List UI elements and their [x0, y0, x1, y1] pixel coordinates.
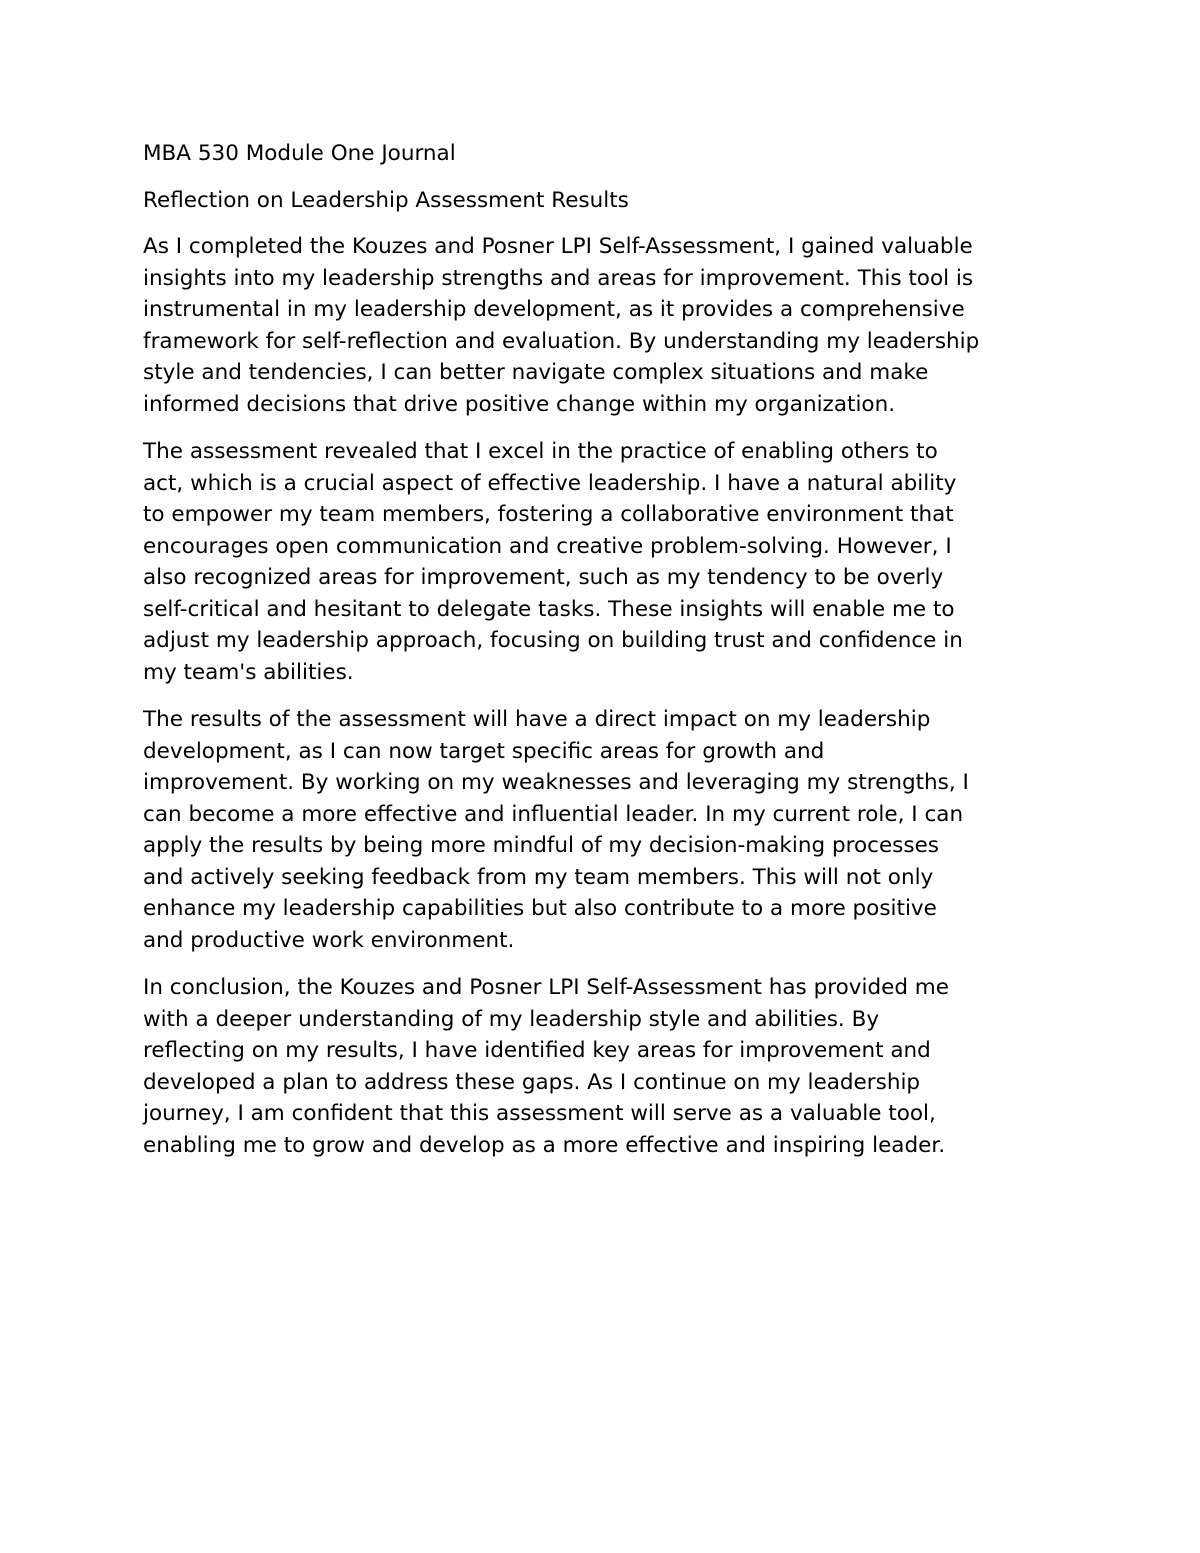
paragraph-line: encourages open communication and creative problem-solving. However, I	[143, 533, 952, 559]
paragraph-line: with a deeper understanding of my leadership style and abilities. By	[143, 1006, 880, 1032]
paragraph-line: development, as I can now target specific areas for growth and	[143, 738, 825, 764]
paragraph-line: act, which is a crucial aspect of effective leadership. I have a natural ability	[143, 470, 957, 496]
paragraph-4	[143, 972, 1073, 1161]
paragraph-line: style and tendencies, I can better navigate complex situations and make	[143, 360, 929, 385]
document-subtitle: Reflection on Leadership Assessment Results	[143, 187, 629, 213]
paragraph-line: developed a plan to address these gaps. As I continue on my leadership	[143, 1069, 921, 1095]
paragraph-line: enhance my leadership capabilities but also contribute to a more positive	[143, 896, 937, 921]
paragraph-line: framework for self-reflection and evaluation. By understanding my leadership	[143, 328, 980, 354]
paragraph-line: As I completed the Kouzes and Posner LPI Self-Assessment, I gained valuable	[143, 234, 973, 259]
paragraph-line: and productive work environment.	[143, 927, 515, 953]
paragraph-1	[143, 231, 1073, 420]
paragraph-line: The assessment revealed that I excel in the practice of enabling others to	[143, 439, 938, 464]
paragraph-line: In conclusion, the Kouzes and Posner LPI Self-Assessment has provided me	[143, 975, 949, 1000]
paragraph-line: enabling me to grow and develop as a more effective and inspiring leader.	[143, 1132, 946, 1158]
paragraph-line: self-critical and hesitant to delegate tasks. These insights will enable me to	[143, 596, 955, 622]
paragraph-2	[143, 436, 1073, 688]
paragraph-line: The results of the assessment will have a direct impact on my leadership	[143, 707, 931, 732]
paragraph-line: can become a more effective and influential leader. In my current role, I can	[143, 801, 964, 827]
paragraph-line: also recognized areas for improvement, such as my tendency to be overly	[143, 565, 944, 590]
paragraph-line: to empower my team members, fostering a collaborative environment that	[143, 502, 954, 527]
paragraph-line: my team's abilities.	[143, 659, 354, 685]
paragraph-line: reflecting on my results, I have identified key areas for improvement and	[143, 1038, 931, 1063]
paragraph-line: journey, I am confident that this assessment will serve as a valuable tool,	[143, 1101, 936, 1126]
paragraph-line: adjust my leadership approach, focusing on building trust and confidence in	[143, 628, 963, 653]
paragraph-line: informed decisions that drive positive change within my organization.	[143, 391, 896, 417]
paragraph-line: instrumental in my leadership development, as it provides a comprehensive	[143, 297, 965, 322]
document-body	[143, 138, 1073, 1177]
paragraph-line: improvement. By working on my weaknesses and leveraging my strengths, I	[143, 770, 969, 795]
paragraph-line: and actively seeking feedback from my team members. This will not only	[143, 864, 934, 890]
document-title: MBA 530 Module One Journal	[143, 141, 456, 166]
paragraph-3	[143, 704, 1073, 956]
paragraph-line: insights into my leadership strengths and areas for improvement. This tool is	[143, 265, 974, 291]
paragraph-line: apply the results by being more mindful of my decision-making processes	[143, 833, 940, 858]
